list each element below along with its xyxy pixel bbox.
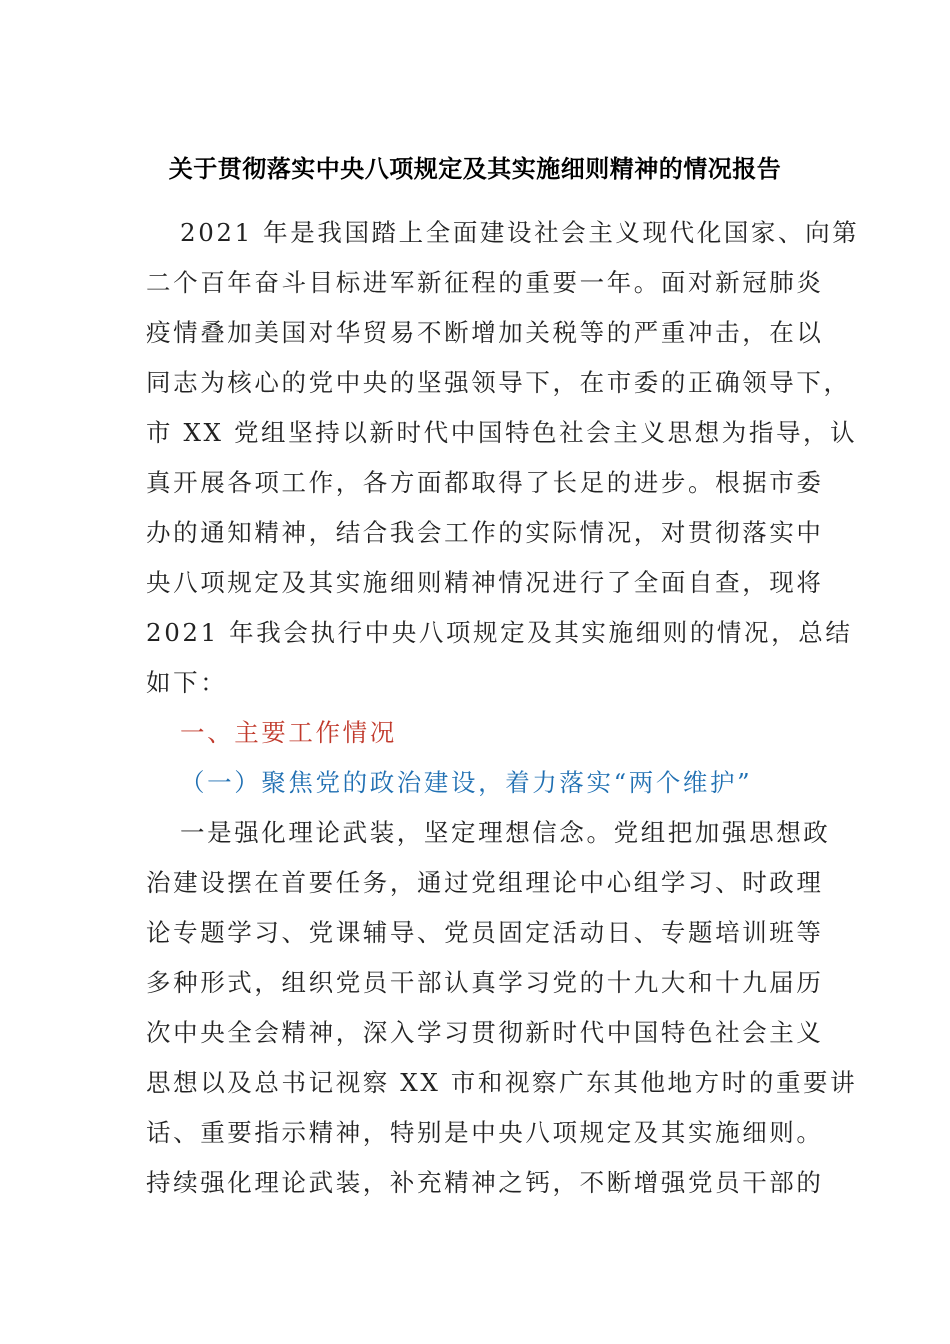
paragraph-line: 真开展各项工作，各方面都取得了长足的进步。根据市委: [146, 468, 824, 497]
paragraph-line: 同志为核心的党中央的坚强领导下，在市委的正确领导下，: [146, 368, 851, 397]
subsection-heading: （一）聚焦党的政治建设，着力落实“两个维护”: [180, 768, 753, 797]
paragraph-line: 央八项规定及其实施细则精神情况进行了全面自查，现将: [146, 568, 824, 597]
paragraph-line: 论专题学习、党课辅导、党员固定活动日、专题培训班等: [146, 918, 824, 947]
paragraph-line: 话、重要指示精神，特别是中央八项规定及其实施细则。: [146, 1118, 824, 1147]
paragraph-line: 思想以及总书记视察 XX 市和视察广东其他地方时的重要讲: [146, 1068, 858, 1097]
paragraph-line: 多种形式，组织党员干部认真学习党的十九大和十九届历: [146, 968, 824, 997]
paragraph-line: 如下：: [146, 668, 228, 697]
paragraph-line: 办的通知精神，结合我会工作的实际情况，对贯彻落实中: [146, 518, 824, 547]
paragraph-line: 次中央全会精神，深入学习贯彻新时代中国特色社会主义: [146, 1018, 824, 1047]
paragraph-line: 市 XX 党组坚持以新时代中国特色社会主义思想为指导，认: [146, 418, 858, 447]
paragraph-line: 持续强化理论武装，补充精神之钙，不断增强党员干部的: [146, 1168, 824, 1197]
section-heading: 一、主要工作情况: [180, 718, 397, 747]
paragraph-line: 治建设摆在首要任务，通过党组理论中心组学习、时政理: [146, 868, 824, 897]
paragraph-line: 2021 年我会执行中央八项规定及其实施细则的情况，总结: [146, 618, 853, 647]
paragraph-line: 2021 年是我国踏上全面建设社会主义现代化国家、向第: [180, 218, 860, 247]
document-title: 关于贯彻落实中央八项规定及其实施细则精神的情况报告: [168, 154, 782, 183]
paragraph-line: 一是强化理论武装，坚定理想信念。党组把加强思想政: [180, 818, 831, 847]
paragraph-line: 二个百年奋斗目标进军新征程的重要一年。面对新冠肺炎: [146, 268, 824, 297]
paragraph-line: 疫情叠加美国对华贸易不断增加关税等的严重冲击，在以: [146, 318, 824, 347]
